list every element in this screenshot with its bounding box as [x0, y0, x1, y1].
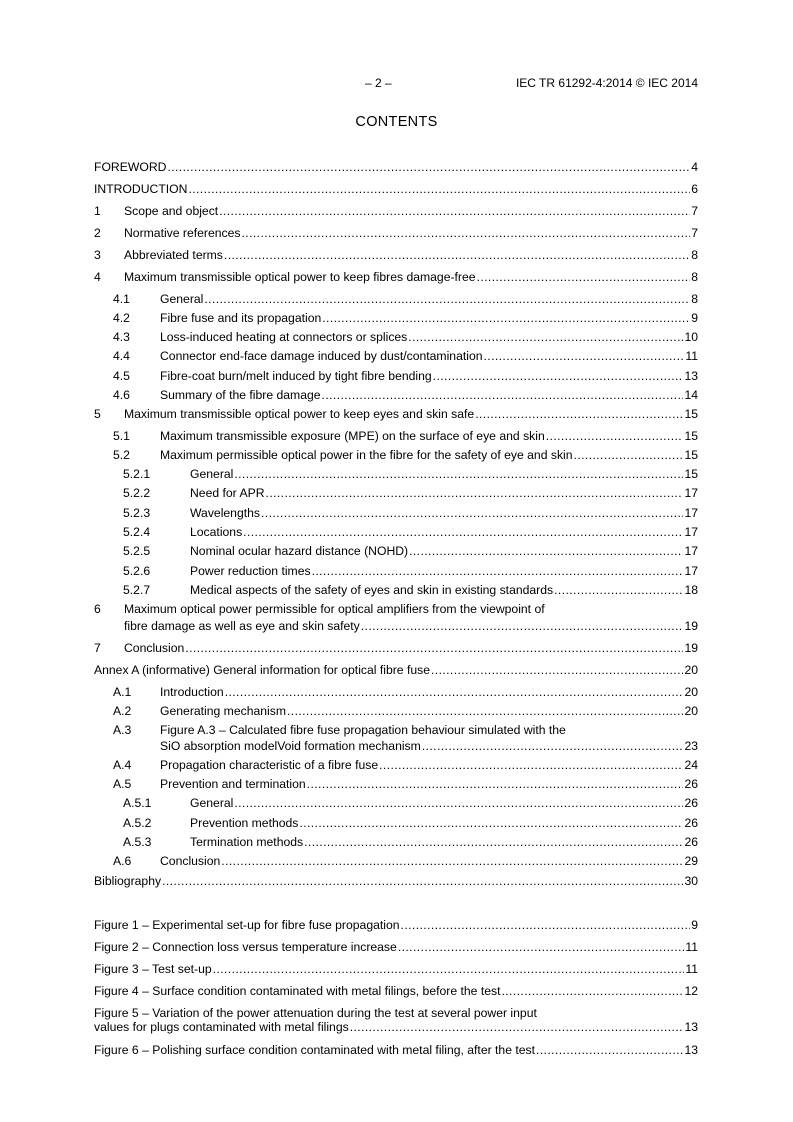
leader-dots — [261, 505, 683, 521]
toc-num: 3 — [94, 248, 101, 262]
toc-num: 5.2.6 — [123, 564, 151, 578]
toc-num: 5.2 — [113, 448, 130, 462]
leader-dots — [401, 917, 691, 933]
leader-dots — [167, 159, 690, 175]
document-id: IEC TR 61292-4:2014 © IEC 2014 — [515, 76, 698, 90]
toc-page: 26 — [684, 796, 698, 810]
leader-dots — [243, 524, 683, 540]
toc-num: A.5.3 — [123, 835, 152, 849]
toc-page: 19 — [684, 619, 698, 633]
figure-title: Figure 3 – Test set-up — [94, 962, 212, 976]
toc-entry[interactable] — [94, 406, 698, 422]
figure-entry[interactable] — [94, 1042, 698, 1058]
toc-num: A.5.1 — [123, 796, 152, 810]
toc-page: 10 — [684, 330, 698, 344]
toc-title: Prevention methods — [190, 816, 299, 830]
toc-page: 20 — [684, 685, 698, 699]
toc-entry[interactable] — [94, 203, 698, 219]
toc-title: Power reduction times — [190, 564, 311, 578]
toc-num: 6 — [94, 602, 101, 616]
toc-title: Maximum permissible optical power in the fibre for the safety of eye and skin — [160, 448, 573, 462]
toc-title: General — [190, 796, 234, 810]
toc-page: 23 — [684, 739, 698, 753]
toc-title: Propagation characteristic of a fibre fuse — [160, 758, 379, 772]
leader-dots — [546, 428, 684, 444]
toc-title: Scope and object — [124, 204, 219, 218]
toc-page: 15 — [684, 467, 698, 481]
toc-entry[interactable] — [113, 447, 698, 463]
toc-entry[interactable] — [113, 703, 698, 719]
leader-dots — [266, 485, 684, 501]
leader-dots — [185, 640, 683, 656]
figure-entry[interactable] — [94, 1019, 698, 1035]
toc-entry[interactable] — [123, 795, 698, 811]
toc-page: 6 — [691, 182, 698, 196]
toc-entry[interactable] — [94, 662, 698, 678]
toc-page: 17 — [684, 564, 698, 578]
page-header — [0, 76, 793, 92]
toc-entry[interactable] — [113, 757, 698, 773]
toc-page: 15 — [684, 429, 698, 443]
toc-title: Locations — [190, 525, 243, 539]
toc-title: Normative references — [124, 226, 241, 240]
toc-num: 5.2.3 — [123, 506, 151, 520]
toc-page: 19 — [684, 641, 698, 655]
toc-title: Prevention and termination — [160, 777, 306, 791]
toc-page: 11 — [685, 349, 698, 363]
toc-page: 17 — [684, 544, 698, 558]
leader-dots — [188, 181, 690, 197]
toc-entry[interactable] — [113, 738, 698, 754]
toc-title: Conclusion — [124, 641, 185, 655]
toc-entry[interactable] — [123, 524, 698, 540]
toc-num: 5.2.1 — [123, 467, 151, 481]
toc-page: 26 — [684, 816, 698, 830]
toc-entry[interactable] — [94, 181, 698, 197]
figure-entry[interactable] — [94, 939, 698, 955]
toc-page: 30 — [684, 874, 698, 888]
toc-entry[interactable] — [113, 428, 698, 444]
leader-dots — [219, 203, 690, 219]
toc-num: 4.4 — [113, 349, 130, 363]
toc-entry[interactable] — [123, 543, 698, 559]
toc-entry[interactable] — [123, 563, 698, 579]
figure-title: Figure 6 – Polishing surface condition contaminated with metal filing, after the test — [94, 1043, 536, 1057]
toc-title: Wavelengths — [190, 506, 261, 520]
toc-title: Connector end-face damage induced by dust/contamination — [160, 349, 483, 363]
toc-page: 8 — [691, 270, 698, 284]
leader-dots — [422, 738, 684, 754]
toc-page: 17 — [684, 525, 698, 539]
toc-page: 17 — [684, 486, 698, 500]
toc-page: 14 — [684, 388, 698, 402]
toc-title: SiO absorption modelVoid formation mechanism — [160, 739, 421, 753]
toc-num: A.6 — [113, 854, 132, 868]
leader-dots — [409, 543, 683, 559]
page-title: CONTENTS — [355, 114, 438, 130]
leader-dots — [312, 563, 684, 579]
toc-title: Annex A (informative) General information for optical fibre fuse — [94, 663, 430, 677]
figure-entry[interactable] — [94, 917, 698, 933]
leader-dots — [299, 815, 683, 831]
figure-entry[interactable] — [94, 961, 698, 977]
toc-entry[interactable] — [113, 684, 698, 700]
leader-dots — [225, 684, 684, 700]
toc-page: 13 — [684, 369, 698, 383]
figure-page: 11 — [685, 962, 698, 976]
toc-title: Maximum transmissible optical power to keep eyes and skin safe — [124, 407, 475, 421]
figure-title: Figure 2 – Connection loss versus temperature increase — [94, 940, 397, 954]
toc-num: 4.1 — [113, 292, 130, 306]
toc-entry[interactable] — [123, 834, 698, 850]
toc-title: Fibre-coat burn/melt induced by tight fibre bending — [160, 369, 432, 383]
figure-title: Figure 1 – Experimental set-up for fibre fuse propagation — [94, 918, 400, 932]
toc-num: 4.3 — [113, 330, 130, 344]
leader-dots — [304, 834, 683, 850]
toc-num: 4.6 — [113, 388, 130, 402]
toc-title: Abbreviated terms — [124, 248, 223, 262]
toc-entry[interactable] — [113, 387, 698, 403]
toc-num: A.5.2 — [123, 816, 152, 830]
leader-dots — [204, 291, 690, 307]
leader-dots — [162, 873, 683, 889]
toc-num: A.1 — [113, 685, 132, 699]
toc-entry[interactable] — [123, 485, 698, 501]
toc-page: 17 — [684, 506, 698, 520]
toc-num: 7 — [94, 641, 101, 655]
page-number: – 2 – — [365, 76, 392, 90]
toc-page: 8 — [691, 248, 698, 262]
leader-dots — [431, 662, 683, 678]
toc-title: Loss-induced heating at connectors or splices — [160, 330, 408, 344]
toc-title: Medical aspects of the safety of eyes and skin in existing standards — [190, 583, 554, 597]
toc-page: 29 — [684, 854, 698, 868]
toc-num: 1 — [94, 204, 101, 218]
toc-entry[interactable] — [94, 247, 698, 263]
leader-dots — [501, 983, 683, 999]
leader-dots — [484, 348, 685, 364]
toc-num: 5 — [94, 407, 101, 421]
toc-title-line1: Maximum optical power permissible for optical amplifiers from the viewpoint of — [124, 602, 545, 616]
toc-title: General — [190, 467, 234, 481]
toc-num: 5.1 — [113, 429, 130, 443]
leader-dots — [475, 406, 683, 422]
figure-entry[interactable] — [94, 983, 698, 999]
toc-title: Termination methods — [190, 835, 304, 849]
leader-dots — [536, 1042, 683, 1058]
toc-title: Generating mechanism — [160, 704, 286, 718]
figure-page: 11 — [685, 940, 698, 954]
leader-dots — [398, 939, 685, 955]
toc-num: 2 — [94, 226, 101, 240]
toc-num: 4.5 — [113, 369, 130, 383]
toc-entry[interactable] — [113, 310, 698, 326]
toc-title: Maximum transmissible exposure (MPE) on the surface of eye and skin — [160, 429, 545, 443]
toc-num: A.4 — [113, 758, 132, 772]
leader-dots — [408, 329, 683, 345]
toc-entry[interactable] — [123, 582, 698, 598]
toc-page: 26 — [684, 777, 698, 791]
toc-title: Maximum transmissible optical power to keep fibres damage-free — [124, 270, 476, 284]
toc-num: A.2 — [113, 704, 132, 718]
toc-title: Fibre fuse and its propagation — [160, 311, 322, 325]
toc-page: 8 — [691, 292, 698, 306]
toc-page: 18 — [684, 583, 698, 597]
toc-entry[interactable] — [123, 505, 698, 521]
toc-num: 5.2.4 — [123, 525, 151, 539]
leader-dots — [234, 795, 683, 811]
figure-title: values for plugs contaminated with metal filings — [94, 1020, 349, 1034]
figure-title: Figure 4 – Surface condition contaminated with metal filings, before the test — [94, 984, 501, 998]
leader-dots — [213, 961, 685, 977]
toc-title: Conclusion — [160, 854, 221, 868]
figure-page: 13 — [684, 1020, 698, 1034]
toc-num: A.5 — [113, 777, 132, 791]
leader-dots — [361, 618, 684, 634]
toc-entry[interactable] — [113, 348, 698, 364]
toc-entry[interactable] — [94, 225, 698, 241]
leader-dots — [433, 368, 684, 384]
toc-entry[interactable] — [94, 159, 698, 175]
leader-dots — [322, 310, 690, 326]
toc-entry[interactable] — [113, 291, 698, 307]
toc-page: 15 — [684, 448, 698, 462]
toc-entry[interactable] — [94, 873, 698, 889]
toc-entry[interactable] — [123, 815, 698, 831]
toc-title: General — [160, 292, 204, 306]
toc-title: fibre damage as well as eye and skin safety — [124, 619, 360, 633]
toc-num: A.3 — [113, 723, 132, 737]
toc-entry[interactable] — [123, 466, 698, 482]
toc-num: 5.2.5 — [123, 544, 151, 558]
toc-num: 5.2.2 — [123, 486, 151, 500]
leader-dots — [224, 247, 690, 263]
toc-entry[interactable] — [113, 853, 698, 869]
leader-dots — [322, 387, 684, 403]
toc-page: 20 — [684, 663, 698, 677]
toc-title: Need for APR — [190, 486, 265, 500]
figure-page: 9 — [691, 918, 698, 932]
toc-num: 4 — [94, 270, 101, 284]
toc-entry[interactable] — [94, 269, 698, 285]
toc-title: Introduction — [160, 685, 224, 699]
leader-dots — [234, 466, 683, 482]
toc-title-line1: Figure A.3 – Calculated fibre fuse propagation behaviour simulated with the — [160, 723, 566, 737]
toc-num: 5.2.7 — [123, 583, 151, 597]
figure-page: 12 — [684, 984, 698, 998]
toc-entry[interactable] — [113, 329, 698, 345]
toc-title: Summary of the fibre damage — [160, 388, 321, 402]
toc-page: 9 — [691, 311, 698, 325]
toc-entry[interactable] — [94, 640, 698, 656]
figure-title-line1: Figure 5 – Variation of the power attenuation during the test at several power input — [94, 1006, 537, 1020]
toc-title: FOREWORD — [94, 160, 167, 174]
toc-title: INTRODUCTION — [94, 182, 188, 196]
toc-page: 4 — [691, 160, 698, 174]
leader-dots — [554, 582, 683, 598]
toc-page: 7 — [691, 204, 698, 218]
leader-dots — [574, 447, 684, 463]
leader-dots — [477, 269, 691, 285]
leader-dots — [242, 225, 691, 241]
toc-page: 15 — [684, 407, 698, 421]
toc-entry[interactable] — [94, 618, 698, 634]
leader-dots — [379, 757, 683, 773]
leader-dots — [307, 776, 684, 792]
figure-page: 13 — [684, 1043, 698, 1057]
toc-title: Nominal ocular hazard distance (NOHD) — [190, 544, 409, 558]
toc-num: 4.2 — [113, 311, 130, 325]
leader-dots — [221, 853, 683, 869]
toc-page: 20 — [684, 704, 698, 718]
toc-page: 7 — [691, 226, 698, 240]
toc-page: 24 — [684, 758, 698, 772]
toc-entry[interactable] — [113, 368, 698, 384]
leader-dots — [287, 703, 683, 719]
toc-title: Bibliography — [94, 874, 162, 888]
toc-entry[interactable] — [113, 776, 698, 792]
toc-page: 26 — [684, 835, 698, 849]
leader-dots — [350, 1019, 684, 1035]
